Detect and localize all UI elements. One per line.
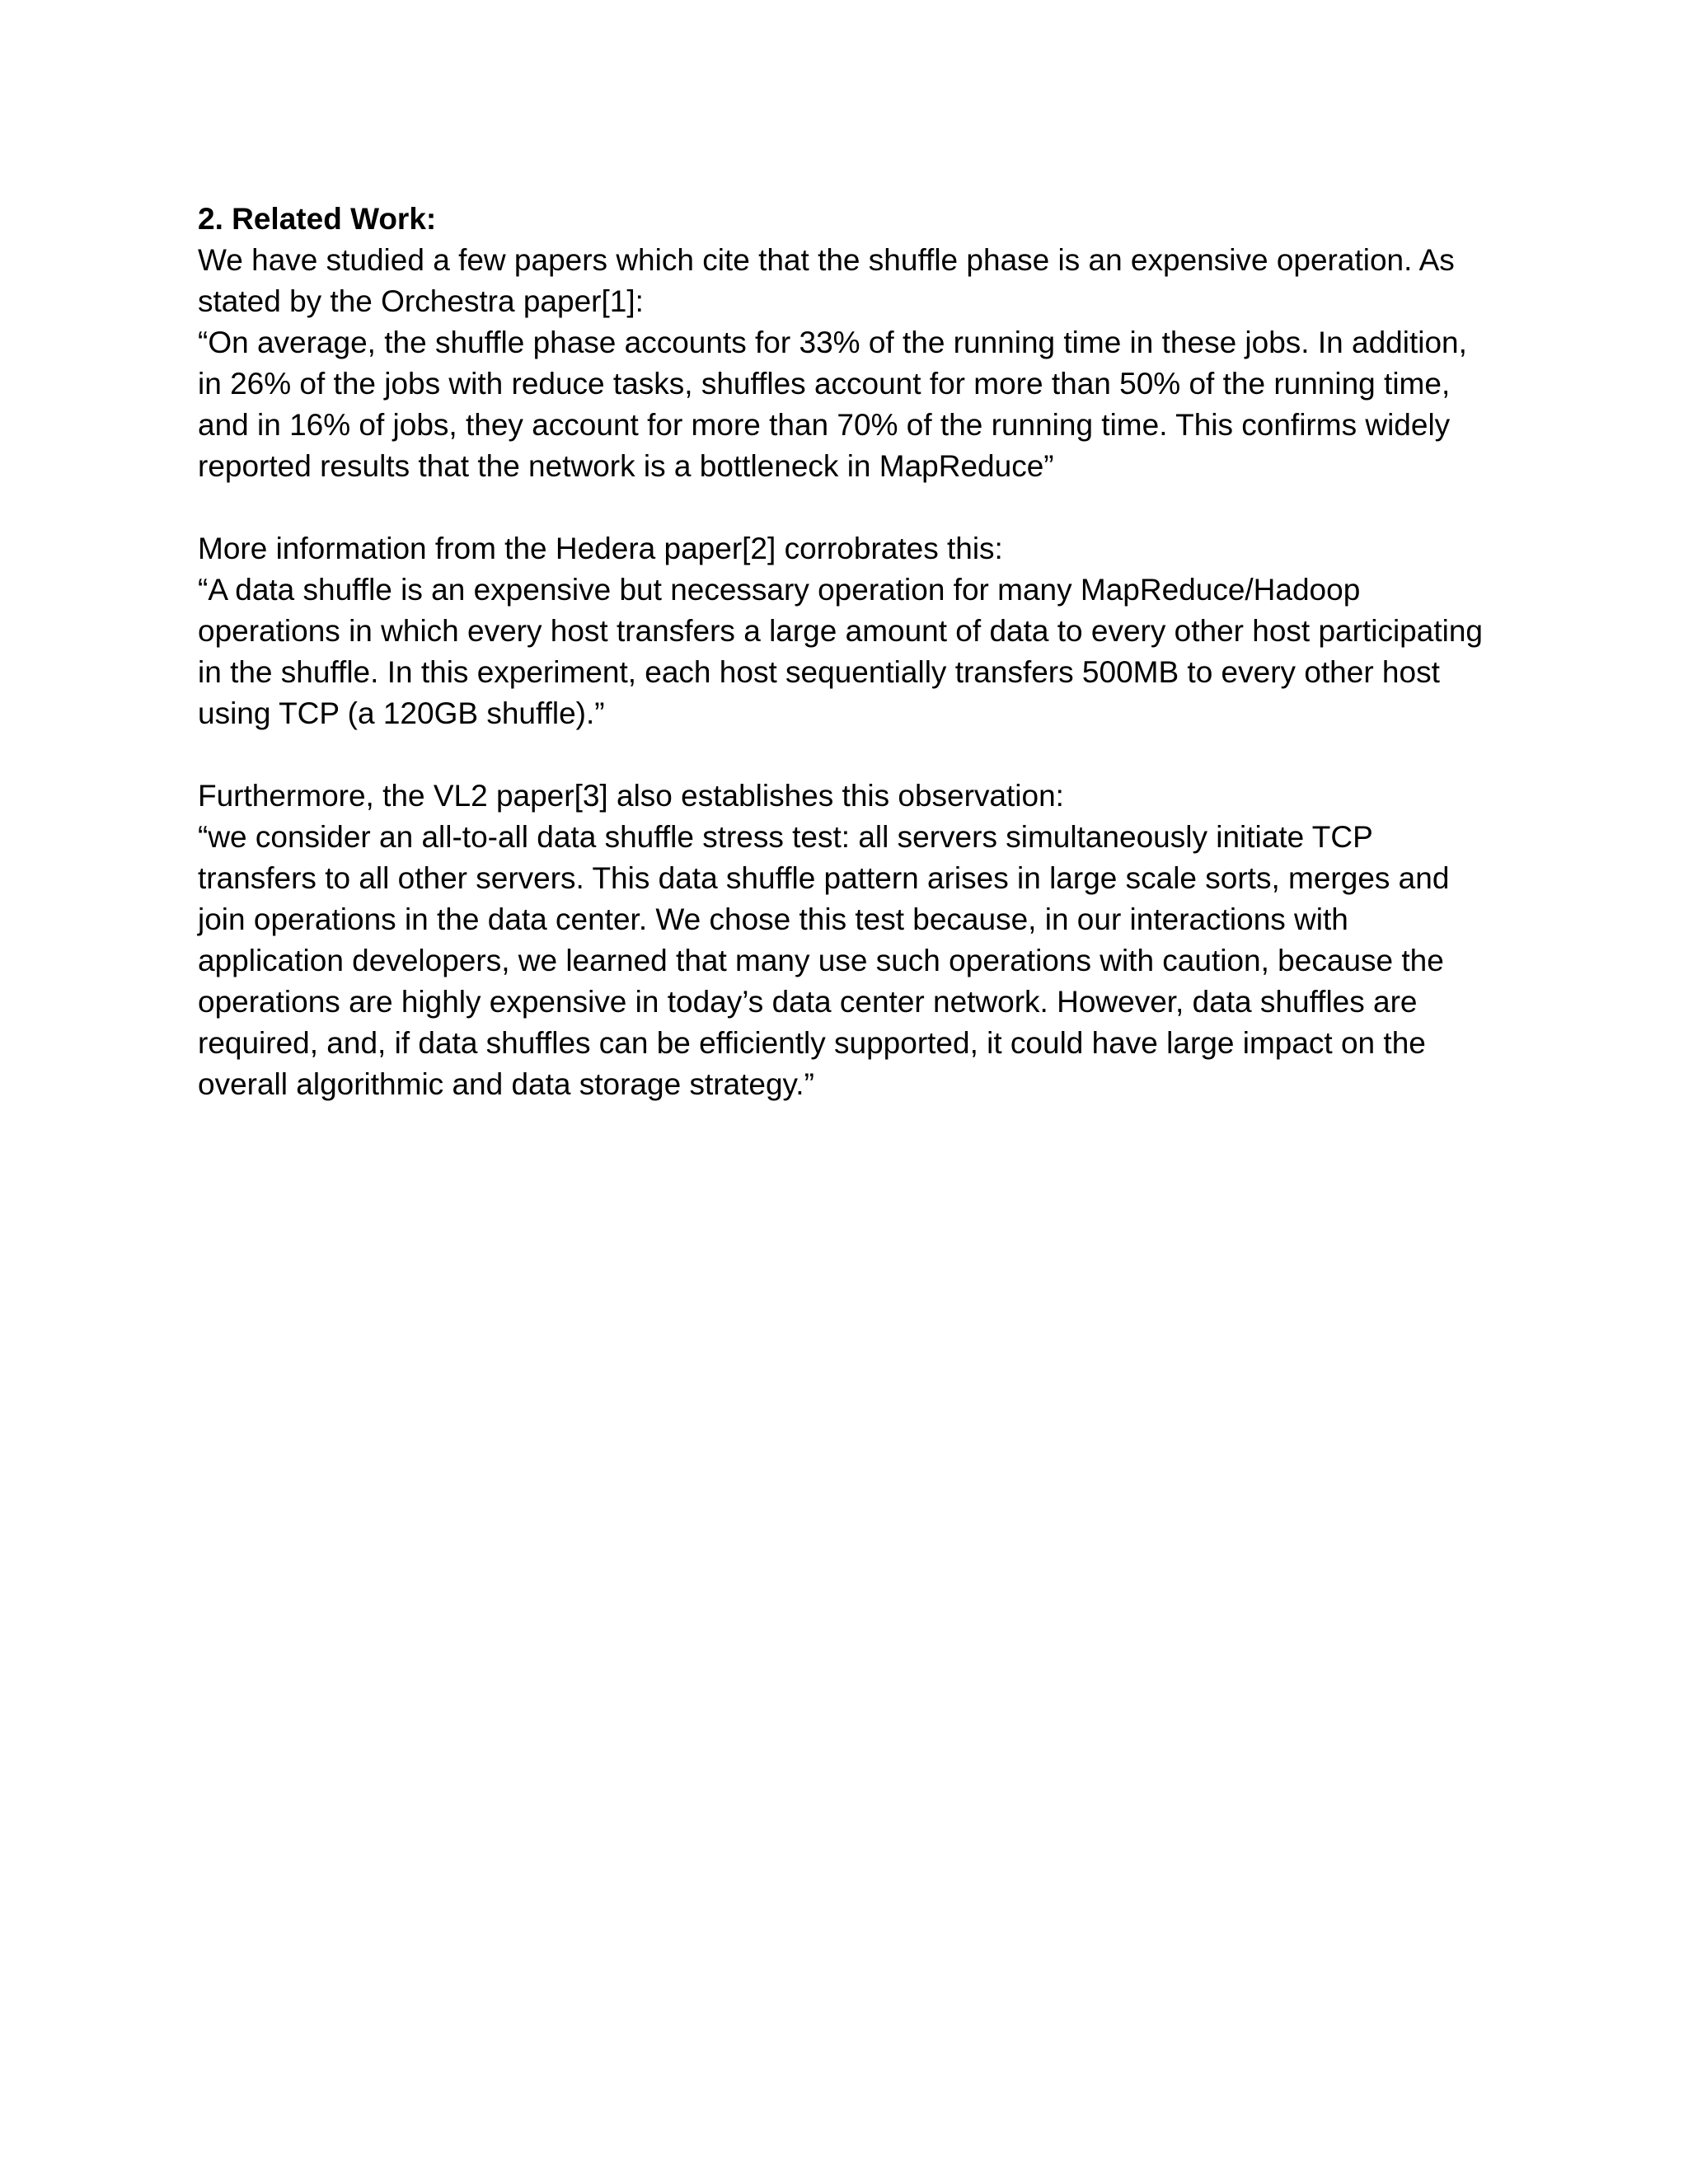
section-heading: 2. Related Work:	[198, 202, 437, 236]
text-line: overall algorithmic and data storage strategy.”	[198, 1067, 814, 1101]
text-line: join operations in the data center. We chose this test because, in our interactions with	[198, 902, 1348, 936]
text-line: using TCP (a 120GB shuffle).”	[198, 696, 605, 730]
paragraph-vl2	[198, 776, 1533, 1105]
text-line: required, and, if data shuffles can be efficiently supported, it could have large impact on the	[198, 1026, 1426, 1060]
paragraph-hedera	[198, 528, 1533, 734]
paragraph-gap	[198, 487, 1533, 528]
document-body	[198, 199, 1533, 1105]
text-line: in 26% of the jobs with reduce tasks, shuffles account for more than 50% of the running time,	[198, 367, 1451, 401]
text-line: “we consider an all-to-all data shuffle stress test: all servers simultaneously initiate TCP	[198, 820, 1373, 854]
text-line: reported results that the network is a bottleneck in MapReduce”	[198, 449, 1054, 483]
text-line: in the shuffle. In this experiment, each host sequentially transfers 500MB to every other host	[198, 655, 1440, 689]
text-line: application developers, we learned that many use such operations with caution, because the	[198, 944, 1444, 977]
text-line: “A data shuffle is an expensive but necessary operation for many MapReduce/Hadoop	[198, 573, 1361, 607]
text-line: operations in which every host transfers a large amount of data to every other host participating	[198, 614, 1483, 648]
text-line: Furthermore, the VL2 paper[3] also establishes this observation:	[198, 779, 1064, 813]
text-line: More information from the Hedera paper[2] corrobrates this:	[198, 532, 1003, 565]
text-line: stated by the Orchestra paper[1]:	[198, 284, 644, 318]
text-line: We have studied a few papers which cite that the shuffle phase is an expensive operation. As	[198, 243, 1455, 277]
paragraph-gap	[198, 734, 1533, 776]
text-line: operations are highly expensive in today’s data center network. However, data shuffles are	[198, 985, 1418, 1019]
text-line: and in 16% of jobs, they account for more than 70% of the running time. This confirms widely	[198, 408, 1451, 442]
text-line: “On average, the shuffle phase accounts for 33% of the running time in these jobs. In addition,	[198, 326, 1467, 359]
text-line: transfers to all other servers. This data shuffle pattern arises in large scale sorts, merges and	[198, 861, 1450, 895]
paragraph-orchestra	[198, 240, 1533, 487]
